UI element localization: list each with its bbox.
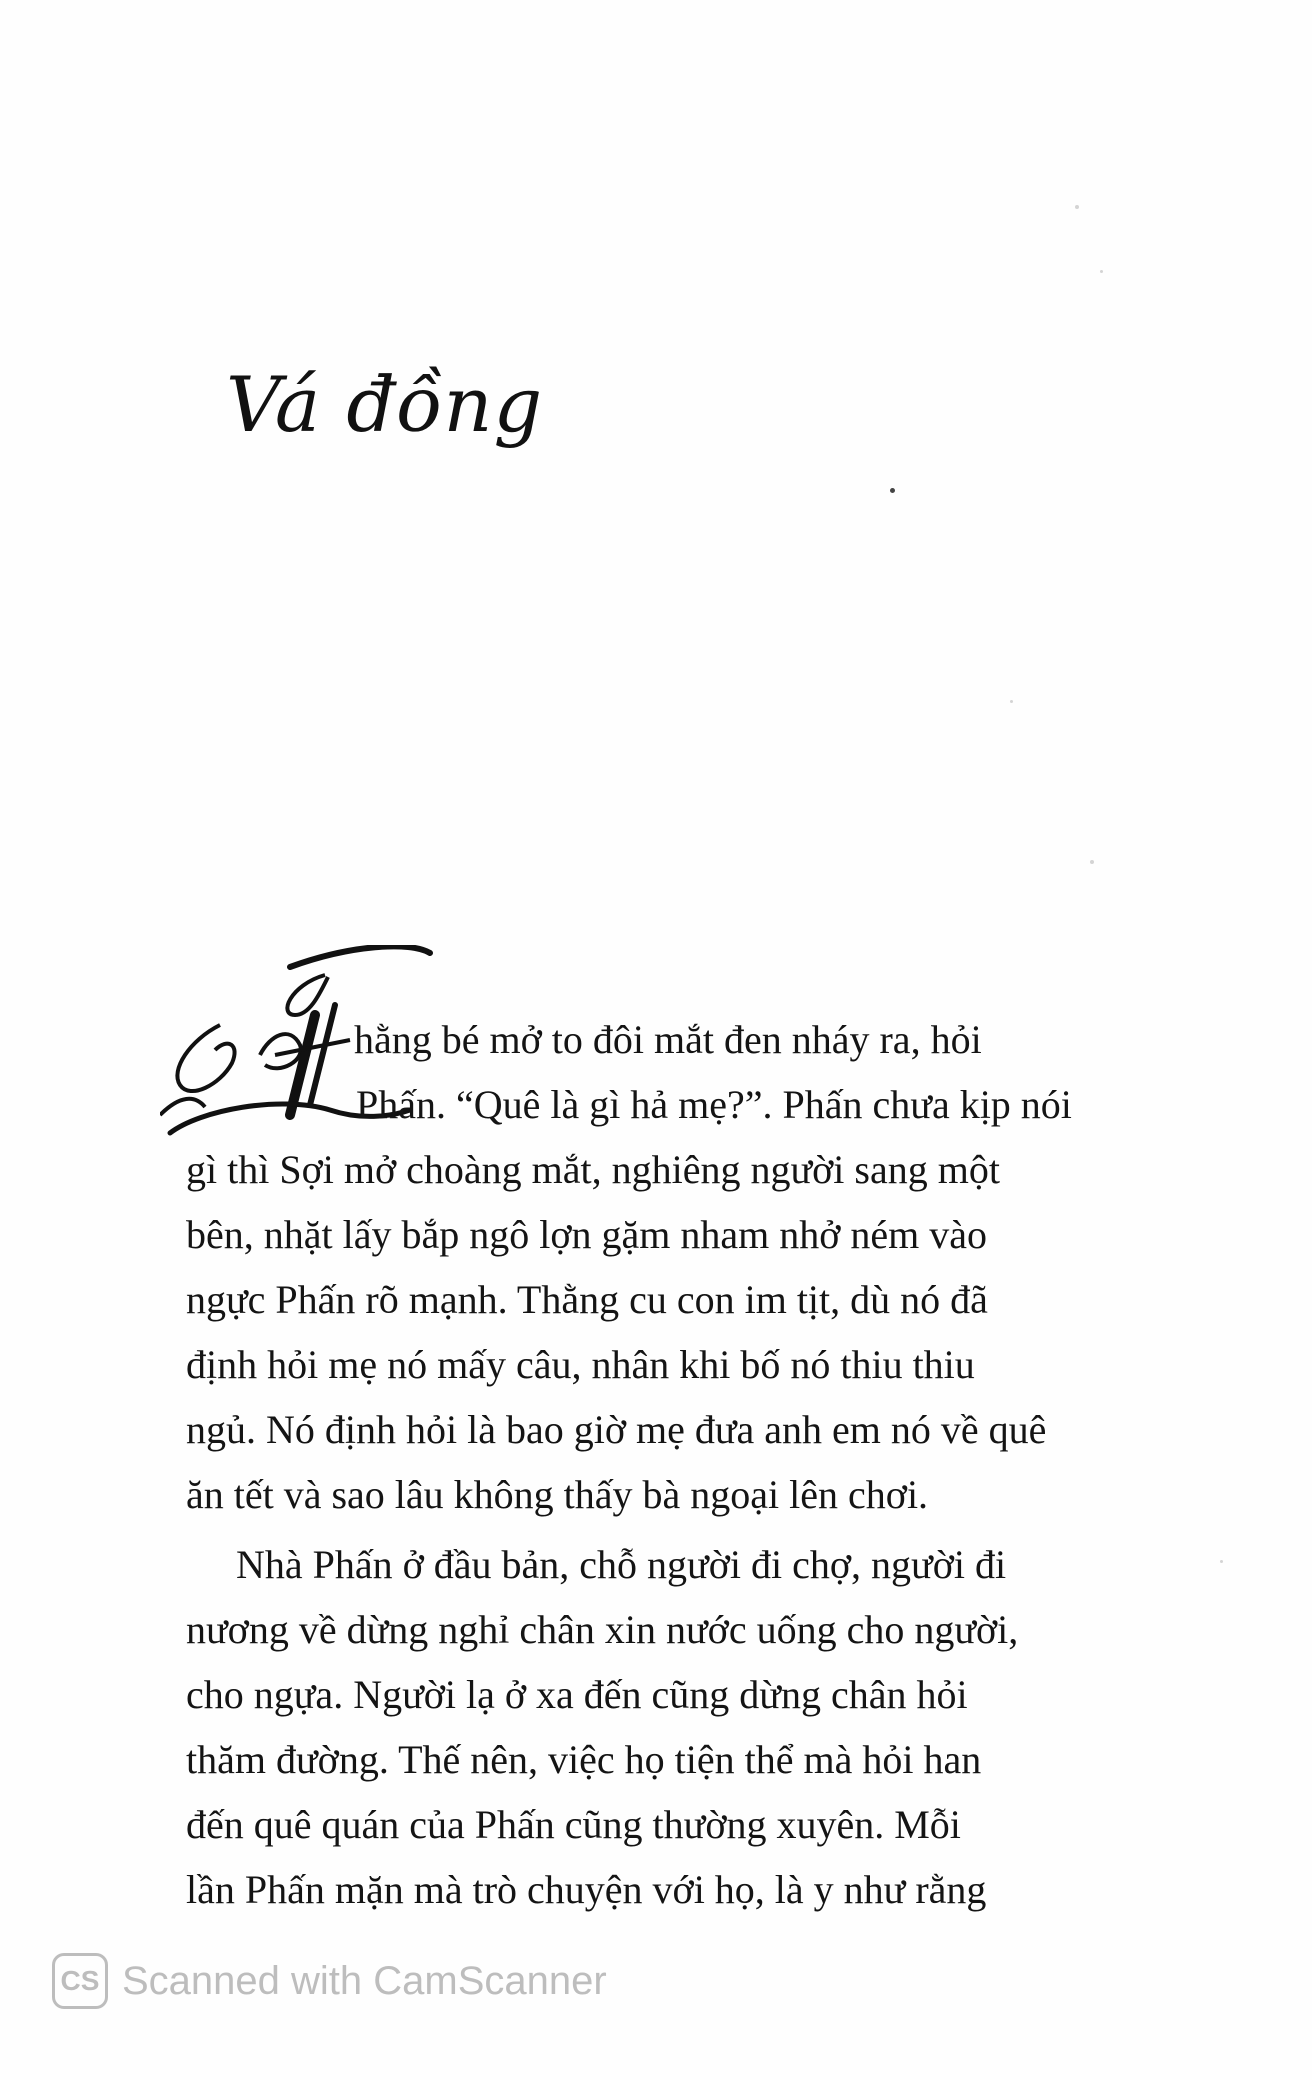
- body-line: Phấn. “Quê là gì hả mẹ?”. Phấn chưa kịp nói: [356, 1082, 1072, 1127]
- scan-speck: [1075, 205, 1079, 209]
- body-line: cho ngựa. Người lạ ở xa đến cũng dừng chân hỏi: [186, 1672, 968, 1717]
- camscanner-logo-icon: CS: [52, 1953, 108, 2009]
- body-line: ngực Phấn rõ mạnh. Thằng cu con im tịt, dù nó đã: [186, 1277, 988, 1322]
- camscanner-watermark: [52, 1953, 607, 2009]
- scan-speck: [1090, 860, 1094, 864]
- body-line: định hỏi mẹ nó mấy câu, nhân khi bố nó thiu thiu: [186, 1342, 975, 1387]
- body-line: thăm đường. Thế nên, việc họ tiện thể mà hỏi han: [186, 1737, 982, 1782]
- watermark-label: Scanned with CamScanner: [122, 1958, 607, 2003]
- body-line: gì thì Sợi mở choàng mắt, nghiêng người sang một: [186, 1147, 1000, 1192]
- body-line: hằng bé mở to đôi mắt đen nháy ra, hỏi: [354, 1017, 982, 1062]
- body-line: đến quê quán của Phấn cũng thường xuyên. Mỗi: [186, 1802, 961, 1847]
- chapter-title: Vá đồng: [226, 360, 544, 449]
- stray-dot: [890, 488, 895, 493]
- body-line: ngủ. Nó định hỏi là bao giờ mẹ đưa anh em nó về quê: [186, 1407, 1047, 1452]
- dropcap-letter: [160, 945, 161, 946]
- scan-speck: [1220, 1560, 1223, 1563]
- body-line: bên, nhặt lấy bắp ngô lợn gặm nham nhở ném vào: [186, 1212, 988, 1257]
- scan-speck: [1100, 270, 1103, 273]
- body-line: lần Phấn mặn mà trò chuyện với họ, là y như rằng: [186, 1867, 987, 1912]
- body-line: nương về dừng nghỉ chân xin nước uống cho người,: [186, 1607, 1019, 1652]
- body-line: ăn tết và sao lâu không thấy bà ngoại lên chơi.: [186, 1472, 929, 1517]
- body-line: Nhà Phấn ở đầu bản, chỗ người đi chợ, người đi: [236, 1542, 1007, 1587]
- scan-speck: [1010, 700, 1013, 703]
